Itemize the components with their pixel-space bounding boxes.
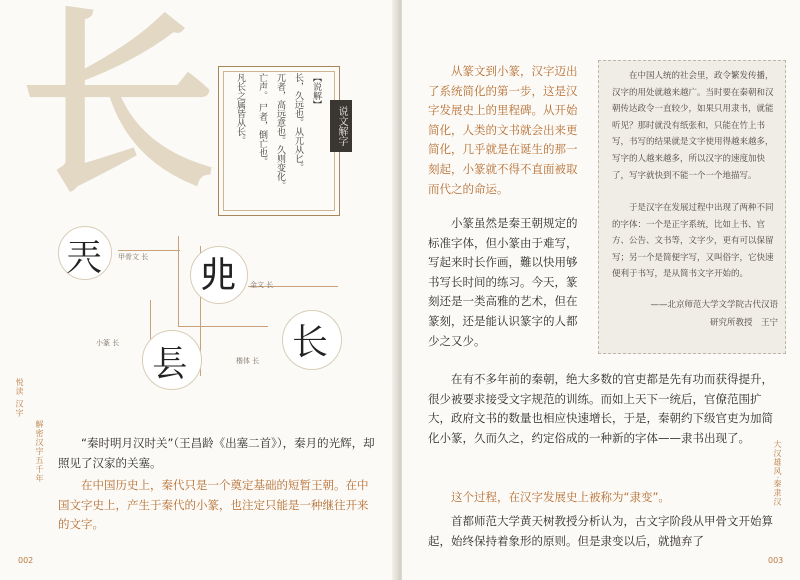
connector-line	[118, 250, 180, 251]
paragraph-huang-tianshu: 首都师范大学黄天树教授分析认为，古文字阶段从甲骨文开始算起，始终保持着象形的原则。但是隶变以后，就抛弃了	[428, 514, 773, 548]
side-label-right: 大汉雄风·秦隶汉	[773, 440, 782, 507]
paragraph-libian: 这个过程，在汉字发展史上被称为“隶变”。	[451, 490, 670, 504]
paragraph-xiaozhuan-standard: 小篆虽然是秦王朝规定的标准字体，但小篆由于难写，写起来时长作画，難以快用够书写长时间的练习。今天，篆刻还是一类高雅的艺术，但在篆刻，还是能认识篆字的人都少之又少。	[428, 216, 578, 348]
glyph-regular-label: 楷体 长	[236, 357, 260, 365]
glyph-oracle: 兲	[66, 238, 103, 279]
glyph-regular: 长	[292, 322, 329, 363]
quote-source: ——北京师范大学文学院古代汉语	[650, 300, 778, 310]
note-column: 兀者，高远意也。久则变化。	[275, 73, 285, 190]
paragraph-qin-history: 在中国历史上，秦代只是一个奠定基础的短暂王朝。在中国文字史上，产生于秦代的小篆，也注定只能是一种继往开来的文字。	[58, 478, 369, 532]
connector-line	[178, 236, 179, 326]
decorative-big-character: 长	[20, 0, 217, 219]
quote-paragraph: 于是汉字在发展过程中出现了两种不同的字体：一个是正字系统，比如上书、官方、公告、文书等，文字少，更有可以保留写；另一个是简便字写，又叫俗字，它快速便利于书写，是从简书文字开始的。	[612, 203, 774, 280]
shuowen-note-box	[218, 66, 340, 216]
paragraph-xiaozhuan-milestone: 从篆文到小篆，汉字迈出了系统简化的第一步，这是汉字发展史上的里程碑。从开始简化，人类的文书就会出来更简化，几乎就是在诞生的那一刻起，小篆就不得不直面被取而代之的命运。	[428, 64, 578, 196]
glyph-bronze-label: 金文 长	[250, 281, 274, 289]
connector-line	[178, 326, 268, 327]
paragraph-lishu-origin: 在有不多年前的秦朝，绝大多数的官吏都是先有功而获得提升，很少被要求接受文字规范的训练。而如上天下一统后，官僚范围扩大，政府文书的数量也相应快速增长，于是，秦朝约下级官吏为加简化小篆，久而久之，约定俗成的一种新的字体——隶书出现了。	[428, 372, 773, 445]
note-column: 【说解】	[311, 73, 321, 109]
page-number-right: 003	[768, 556, 784, 565]
note-tag: 说文解字	[330, 100, 352, 152]
glyph-seal-label: 小篆 长	[96, 339, 120, 347]
side-label-book: 悦读 汉字	[15, 378, 24, 418]
quote-source: 研究所教授 王宁	[709, 318, 778, 328]
note-column: 长，久远也。从兀从匕。	[293, 73, 303, 172]
page-number-left: 002	[18, 556, 34, 565]
quote-paragraph: 在中国人统的社会里，政令繁发传播，汉字的用处就越来越广。当时要在秦朝和汉朝传达政令一直较少，如果只用隶书，就能听见？那时就没有纸张和，只能在竹上书写，书写的结果就是文字使用得越来越多，写字的人越来越多，所以汉字的速度加快了，写字就快到不能一个一个地描写。	[612, 71, 774, 181]
note-column: 亡声。 尸者，倒亡也。	[257, 73, 267, 166]
glyph-bronze: 𠑹	[200, 255, 237, 296]
paragraph-qin-moon: “秦时明月汉时关”（王昌龄《出塞二首》），秦月的光辉，却照见了汉家的关塞。	[58, 436, 375, 470]
left-page	[0, 0, 398, 580]
glyph-seal: 镸	[152, 344, 189, 385]
side-label-subtitle: 解密汉字五千年	[35, 420, 44, 483]
glyph-oracle-label: 甲骨文 长	[118, 253, 149, 261]
note-column: 凡长之属皆从长。	[235, 73, 245, 145]
